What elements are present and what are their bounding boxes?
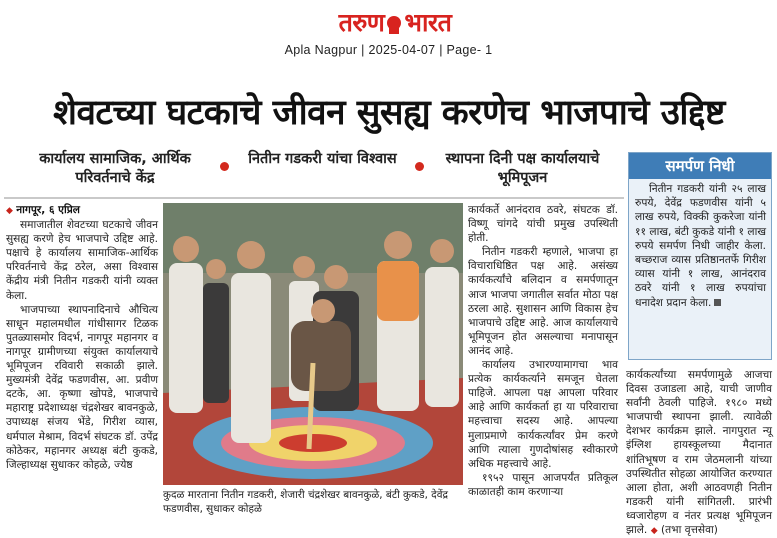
paragraph: कार्यकर्ते आनंदराव ठवरे, संघटक डॉ. विष्णू चांगदे यांची प्रमुख उपस्थिती होती.: [468, 204, 618, 245]
samarpan-body: [629, 179, 771, 310]
paragraph: १९५२ पासून आजपर्यंत प्रतिकूल काळातही काम करणाऱ्या: [468, 471, 618, 498]
subheading-second: नितीन गडकरी यांचा विश्वास: [248, 151, 397, 167]
article-column-3: [626, 368, 772, 538]
logo-emblem-icon: [387, 12, 401, 34]
logo-word-left: तरुण: [338, 8, 385, 37]
logo-word-right: भारत: [404, 8, 452, 37]
paragraph: समाजातील शेवटच्या घटकाचे जीवन सुसह्य करणे हेच भाजपाचे उद्दिष्ट आहे. पक्षाचे हे कार्यालय सामाजिक-आर्थिक परिवर्तनाचे केंद्र ठरेल, असा विश्वास केंद्रीय मंत्री नितीन गडकरी यांनी व्यक्त केला.: [6, 219, 158, 302]
samarpan-text: नितीन गडकरी यांनी २५ लाख रुपये, देवेंद्र फडणवीस यांनी ५ लाख रुपये, विक्की कुकरेजा यांनी ११ लाख, बंटी कुकडे यांनी १ लाख रुपये समर्पण निधी जाहीर केला. बच्छराज व्यास प्रतिष्ठानतर्फे गिरीश व्यास यांनी १ लाख, आनंदराव ठवरे यांनी १ लाख रुपयांचा धनादेश प्रदान केला.: [635, 183, 766, 309]
subheading-first: कार्यालय सामाजिक, आर्थिक परिवर्तनाचे केंद्र: [39, 151, 191, 186]
news-credit: (तभा वृत्तसेवा): [660, 524, 718, 537]
paragraph: नितीन गडकरी म्हणाले, भाजपा हा विचाराधिष्ठित पक्ष आहे. असंख्य कार्यकर्त्यांचे बलिदान व समर्पणातून आज भाजपा जगातील सर्वात मोठा पक्ष ठरला आहे. सुशासन आणि विकास हेच भाजपाचे उद्दिष्ट आहे. आज कार्यालयाचे भूमिपूजन होत असल्याचा मनापासून आनंद आहे.: [468, 246, 618, 357]
paragraph-text: कार्यकर्त्यांच्या समर्पणामुळे आजचा दिवस उजाडला आहे, याची जाणीव सर्वांनी ठेवली पाहिजे. १९८० मध्ये भाजपाची स्थापना झाली. त्यावेळी देशभर कार्यक्रम झाले. नागपुरात न्यू इंग्लिश हायस्कूलच्या मैदानात शांतिभूषण व राम जेठमलानी यांच्या उपस्थितीत सोहळा आयोजित करण्यात आला होता, अशी आठवणही नितीन गडकरी यांनी सांगितली. प्रारंभी ध्वजारोहण व नंतर प्रत्यक्ष भूमिपूजन झाले.: [626, 369, 772, 537]
place-date: नागपूर, ६ एप्रिल: [16, 204, 80, 216]
main-headline: शेवटच्या घटकाचे जीवन सुसह्य करणेच भाजपाचे उद्दिष्ट: [53, 93, 725, 133]
samarpan-title: समर्पण निधी: [629, 153, 771, 179]
samarpan-nidhi-box: [628, 152, 772, 360]
paragraph: [626, 368, 772, 538]
masthead: [0, 0, 777, 64]
diamond-bullet-icon: ◆: [6, 206, 13, 216]
subheading-third: स्थापना दिनी पक्ष कार्यालयाचे भूमिपूजन: [445, 151, 600, 186]
diamond-bullet-icon: ◆: [650, 526, 658, 537]
event-photo: [163, 203, 463, 485]
photo-illustration: [163, 203, 463, 485]
photo-caption: कुदळ मारताना नितीन गडकरी, शेजारी चंद्रशेखर बावनकुळे, बंटी कुकडे, देवेंद्र फडणवीस, सुधाकर कोहळे: [163, 489, 448, 515]
bullet-dot-icon: [415, 162, 424, 171]
bullet-dot-icon: [220, 162, 229, 171]
subheading-row: [0, 150, 625, 192]
article-column-2: [468, 203, 618, 499]
paragraph: भाजपाच्या स्थापनादिनाचे औचित्य साधून महालमधील गांधीसागर टिळक पुतळ्यासमोर विदर्भ, नागपूर महानगर व नागपूर ग्रामीणच्या संयुक्त कार्यालयाचे भूमिपूजन रविवारी सकाळी झाले. मुख्यमंत्री देवेंद्र फडणवीस, आ. प्रवीण दटके, आ. कृष्णा खोपडे, भाजपाचे महाराष्ट्र प्रदेशाध्यक्ष चंद्रशेखर बावनकुळे, उपाध्यक्ष संजय भेंडे, गिरीश व्यास, धर्मपाल मेश्राम, विदर्भ संघटक डॉ. उपेंद्र कोठेकर, महानगर अध्यक्ष बंटी कुकडे, जिल्हाध्यक्ष सुधाकर कोहळे, ज्येष्ठ: [6, 303, 158, 471]
paragraph: कार्यालय उभारण्यामागचा भाव प्रत्येक कार्यकर्त्याने समजून घेतला पाहिजे. आपला पक्ष आपला परिवार आहे आणि कार्यकर्ता हा या परिवाराचा महत्त्वाचा सदस्य आहे. आपल्या मुलाप्रमाणे कार्यकर्त्यांवर प्रेम करणे आणि त्याला गुणदोषांसह स्वीकारणे अधिक महत्त्वाचे आहे.: [468, 359, 618, 470]
end-mark-icon: [714, 299, 721, 306]
dateline: Apla Nagpur | 2025-04-07 | Page- 1: [284, 43, 493, 57]
divider-rule: [4, 197, 624, 199]
article-column-1: [6, 203, 158, 472]
dateline-place: [6, 203, 158, 218]
newspaper-logo[interactable]: [300, 6, 490, 40]
